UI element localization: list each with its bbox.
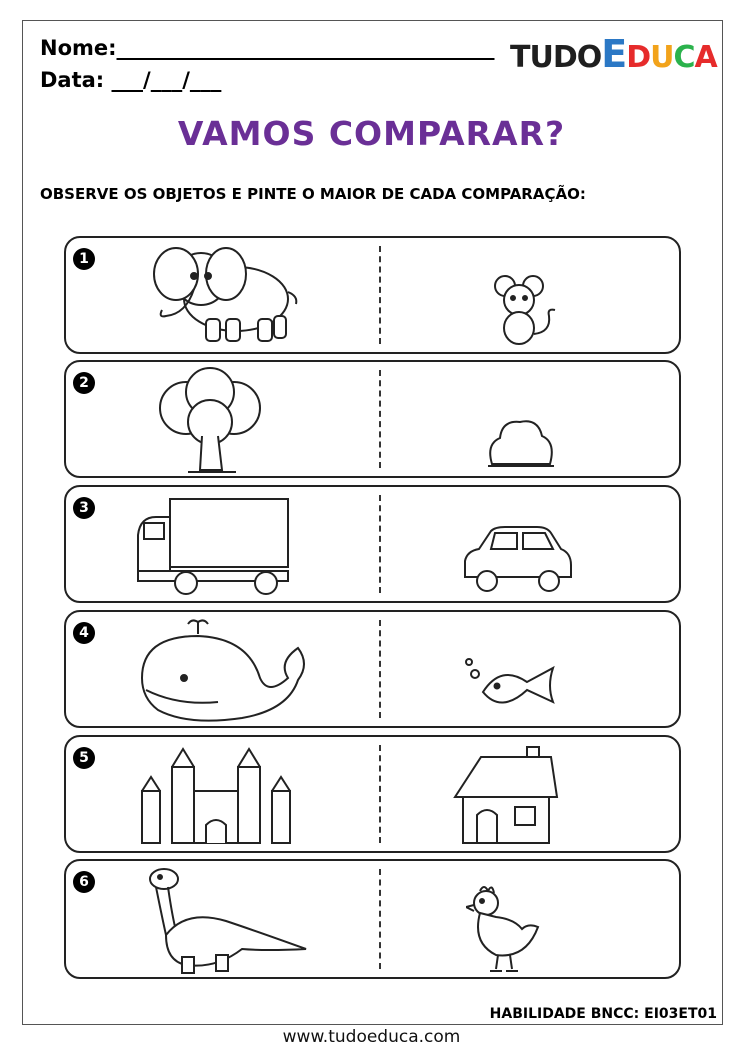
tree-icon[interactable]	[152, 366, 272, 476]
date-field[interactable]: Data: ___/___/___	[40, 68, 222, 92]
logo-letter-u: U	[650, 40, 674, 75]
tudoeduca-logo	[510, 32, 717, 76]
instruction-text: OBSERVE OS OBJETOS E PINTE O MAIOR DE CADA COMPARAÇÃO:	[40, 185, 586, 203]
logo-book-e: E	[601, 32, 627, 76]
car-icon[interactable]	[461, 525, 576, 595]
page-title: VAMOS COMPARAR?	[177, 114, 566, 153]
mouse-icon[interactable]	[491, 272, 561, 348]
logo-letter-a: A	[694, 40, 717, 75]
comparison-row-3	[64, 485, 681, 603]
dinosaur-icon[interactable]	[146, 865, 311, 977]
comparison-row-5	[64, 735, 681, 853]
dashed-divider	[379, 869, 381, 969]
logo-text-tudo: TUDO	[510, 40, 602, 75]
row-number-badge: 5	[73, 747, 95, 769]
house-icon[interactable]	[451, 743, 561, 849]
row-number-badge: 6	[73, 871, 95, 893]
website-link[interactable]: www.tudoeduca.com	[282, 1027, 461, 1047]
row-number-badge: 3	[73, 497, 95, 519]
dashed-divider	[379, 246, 381, 344]
dashed-divider	[379, 370, 381, 468]
row-number-badge: 4	[73, 622, 95, 644]
bush-icon[interactable]	[486, 414, 556, 470]
comparison-row-6	[64, 859, 681, 979]
logo-letter-d: D	[626, 40, 651, 75]
row-number-badge: 2	[73, 372, 95, 394]
dashed-divider	[379, 620, 381, 718]
truck-icon[interactable]	[134, 495, 294, 595]
dashed-divider	[379, 495, 381, 593]
bncc-skill-label: HABILIDADE BNCC: EI03ET01	[489, 1006, 717, 1022]
castle-icon[interactable]	[136, 741, 296, 849]
elephant-icon[interactable]	[146, 244, 306, 349]
chicken-icon[interactable]	[466, 883, 546, 975]
whale-icon[interactable]	[138, 618, 313, 724]
comparison-row-4	[64, 610, 681, 728]
fish-icon[interactable]	[461, 652, 561, 720]
row-number-badge: 1	[73, 248, 95, 270]
logo-letter-c: C	[673, 40, 695, 75]
comparison-row-2	[64, 360, 681, 478]
dashed-divider	[379, 745, 381, 843]
name-field[interactable]: Nome:____________________________________	[40, 36, 495, 60]
comparison-row-1	[64, 236, 681, 354]
